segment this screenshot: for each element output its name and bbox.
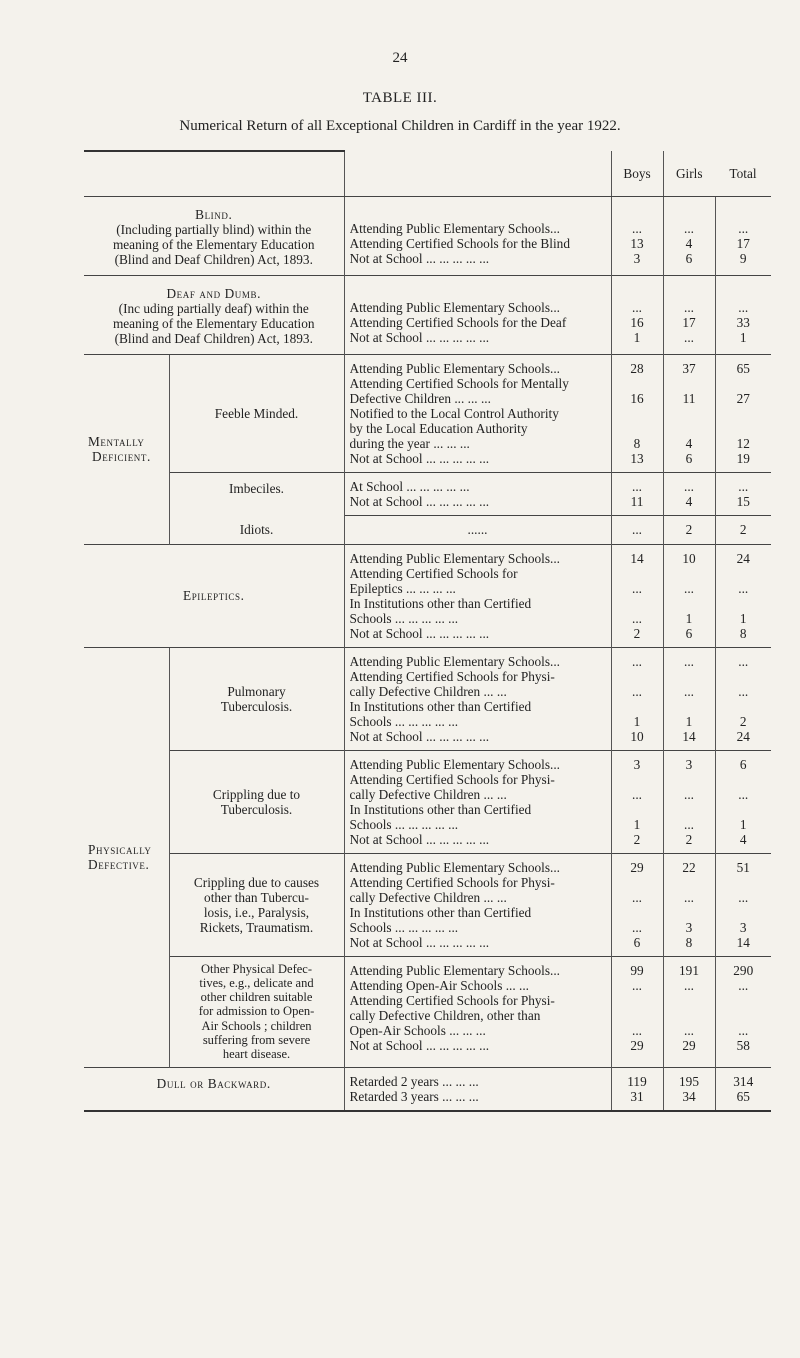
crippling-tb-line: cally Defective Children ... ...: [349, 786, 507, 802]
cell: 3: [685, 756, 693, 772]
other-physical-label: suffering from severe: [202, 1032, 311, 1047]
cell: 3: [685, 919, 693, 935]
cell: ...: [632, 919, 642, 935]
cell: 65: [736, 361, 750, 376]
other-physical-line: cally Defective Children, other than: [349, 1007, 541, 1023]
imbeciles-label: Imbeciles.: [169, 473, 344, 516]
crippling-other-row: [84, 853, 771, 956]
return-table: [84, 150, 771, 1112]
cell: 1: [633, 330, 641, 345]
cell: 1: [739, 330, 747, 345]
cell: 119: [627, 1073, 647, 1089]
epileptics-line: Schools ... ... ... ... ...: [349, 610, 459, 626]
pulmonary-line: cally Defective Children ... ...: [349, 683, 507, 699]
cell: ...: [684, 653, 694, 669]
cell: 58: [736, 1037, 750, 1053]
cell: ...: [632, 221, 642, 236]
cell: 1: [685, 713, 693, 729]
crippling-tb-line: Schools ... ... ... ... ...: [349, 816, 459, 832]
other-physical-line: Not at School ... ... ... ... ...: [349, 1037, 490, 1053]
epileptics-line: Attending Certified Schools for: [349, 565, 518, 581]
crippling-other-label: Rickets, Traumatism.: [199, 919, 314, 935]
cell: 11: [630, 494, 644, 509]
dull-line: Retarded 2 years ... ... ...: [349, 1073, 479, 1089]
cell: ...: [684, 977, 694, 993]
cell: 4: [685, 494, 693, 509]
idiots-label: Idiots.: [169, 516, 344, 545]
physically-category: Physically: [88, 842, 152, 858]
feeble-line: Notified to the Local Control Authority: [349, 406, 559, 421]
table-caption: Numerical Return of all Exceptional Children in Cardiff in the year 1922.: [179, 118, 621, 134]
cell: 24: [736, 728, 750, 744]
cell: 27: [736, 391, 750, 406]
pulmonary-label: Tuberculosis.: [220, 698, 293, 714]
idiots-row: [84, 516, 771, 545]
deaf-desc-line: (Blind and Deaf Children) Act, 1893.: [114, 331, 313, 346]
crippling-other-line: Not at School ... ... ... ... ...: [349, 934, 490, 950]
feeble-label: Feeble Minded.: [169, 355, 344, 473]
dull-line: Retarded 3 years ... ... ...: [349, 1088, 479, 1104]
cell: 8: [633, 436, 641, 451]
cell: ...: [738, 977, 749, 993]
cell: 6: [685, 451, 693, 466]
cell: ...: [684, 683, 694, 699]
cell: 8: [685, 934, 693, 950]
feeble-line: during the year ... ... ...: [349, 436, 470, 451]
imbeciles-row: [84, 473, 771, 516]
cell: 51: [736, 859, 750, 875]
blind-desc-line: meaning of the Elementary Education: [112, 237, 315, 252]
cell: 6: [685, 251, 693, 266]
cell: 24: [736, 550, 750, 566]
crippling-other-line: Schools ... ... ... ... ...: [349, 919, 459, 935]
cell: 28: [630, 361, 644, 376]
cell: ...: [632, 479, 642, 494]
cell: 8: [739, 625, 747, 641]
cell: ...: [738, 580, 749, 596]
deaf-category: Deaf and Dumb.: [166, 286, 262, 301]
cell: 4: [685, 436, 693, 451]
cell: 31: [630, 1088, 644, 1104]
other-physical-label: Other Physical Defec-: [200, 961, 313, 976]
physically-category: Defective.: [88, 857, 150, 873]
pulmonary-row: [84, 647, 771, 750]
epileptics-category: Epileptics.: [84, 544, 344, 647]
crippling-other-label: other than Tubercu-: [204, 889, 309, 905]
cell: 6: [739, 756, 747, 772]
crippling-tb-label: Tuberculosis.: [220, 801, 293, 817]
cell: 13: [630, 451, 644, 466]
pulmonary-label: Pulmonary: [227, 683, 286, 699]
cell: ...: [738, 786, 749, 802]
crippling-tb-row: [84, 750, 771, 853]
cell: 4: [685, 236, 693, 251]
pulmonary-line: In Institutions other than Certified: [349, 698, 532, 714]
cell: 6: [685, 625, 693, 641]
cell: ...: [684, 786, 694, 802]
cell: ...: [632, 580, 642, 596]
header-total: Total: [715, 151, 771, 197]
cell: 2: [663, 516, 715, 545]
deaf-line: Attending Public Elementary Schools...: [349, 300, 561, 315]
mentally-category: Mentally: [88, 434, 145, 450]
cell: 3: [739, 919, 747, 935]
cell: ...: [738, 300, 749, 315]
crippling-tb-label: Crippling due to: [212, 786, 301, 802]
blind-desc-line: (Including partially blind) within the: [116, 222, 312, 237]
cell: 16: [630, 391, 644, 406]
cell: ...: [684, 889, 694, 905]
cell: 14: [630, 550, 644, 566]
cell: 29: [682, 1037, 696, 1053]
cell: ...: [684, 300, 694, 315]
cell: ...: [738, 1022, 749, 1038]
table-title: TABLE III.: [362, 90, 438, 106]
epileptics-row: [84, 544, 771, 647]
cell: 290: [733, 962, 754, 978]
cell: 2: [685, 831, 693, 847]
cell: ...: [632, 300, 642, 315]
feeble-row: [84, 355, 771, 473]
crippling-other-label: Crippling due to causes: [193, 874, 320, 890]
page-number: 24: [392, 50, 408, 66]
cell: ...: [632, 889, 642, 905]
cell: 14: [736, 934, 750, 950]
cell: 15: [736, 494, 750, 509]
deaf-line: Not at School ... ... ... ... ...: [349, 330, 490, 345]
crippling-other-label: losis, i.e., Paralysis,: [203, 904, 310, 920]
cell: 1: [739, 610, 747, 626]
cell: 2: [633, 831, 641, 847]
cell: ...: [684, 1022, 694, 1038]
other-physical-label: for admission to Open-: [198, 1004, 315, 1019]
cell: 12: [736, 436, 750, 451]
other-physical-row: [84, 956, 771, 1067]
feeble-line: Defective Children ... ... ...: [349, 391, 491, 406]
epileptics-line: Epileptics ... ... ... ...: [349, 580, 456, 596]
feeble-line: Attending Public Elementary Schools...: [349, 361, 561, 376]
pulmonary-line: Not at School ... ... ... ... ...: [349, 728, 490, 744]
cell: 6: [633, 934, 641, 950]
deaf-desc-line: (Inc uding partially deaf) within the: [118, 301, 309, 316]
epileptics-line: In Institutions other than Certified: [349, 595, 532, 611]
cell: 1: [685, 610, 693, 626]
deaf-row: [84, 276, 771, 355]
cell: ...: [632, 786, 642, 802]
cell: 29: [630, 859, 644, 875]
blind-line: Not at School ... ... ... ... ...: [349, 251, 490, 266]
cell: 4: [739, 831, 747, 847]
crippling-tb-line: Attending Public Elementary Schools...: [349, 756, 561, 772]
crippling-tb-line: Not at School ... ... ... ... ...: [349, 831, 490, 847]
cell: 10: [630, 728, 644, 744]
cell: 13: [630, 236, 644, 251]
cell: 11: [682, 391, 696, 406]
cell: ...: [738, 889, 749, 905]
cell: ...: [684, 479, 694, 494]
cell: 17: [736, 236, 750, 251]
crippling-other-line: cally Defective Children ... ...: [349, 889, 507, 905]
deaf-desc-line: meaning of the Elementary Education: [112, 316, 315, 331]
cell: 19: [736, 451, 750, 466]
cell: ...: [738, 683, 749, 699]
cell: 29: [630, 1037, 644, 1053]
blind-category: Blind.: [195, 207, 233, 222]
blind-line: Attending Certified Schools for the Blind: [349, 236, 570, 251]
cell: 65: [736, 1088, 750, 1104]
other-physical-label: Air Schools ; children: [201, 1018, 312, 1033]
crippling-tb-line: Attending Certified Schools for Physi-: [349, 771, 555, 787]
cell: 37: [682, 361, 696, 376]
crippling-other-line: Attending Public Elementary Schools...: [349, 859, 561, 875]
cell: 14: [682, 728, 696, 744]
idiots-line: ......: [344, 516, 611, 545]
pulmonary-line: Attending Certified Schools for Physi-: [349, 668, 555, 684]
cell: ...: [632, 610, 642, 626]
crippling-other-line: In Institutions other than Certified: [349, 904, 532, 920]
pulmonary-line: Schools ... ... ... ... ...: [349, 713, 459, 729]
cell: 2: [739, 713, 747, 729]
epileptics-line: Attending Public Elementary Schools...: [349, 550, 561, 566]
other-physical-line: Open-Air Schools ... ... ...: [349, 1022, 486, 1038]
cell: ...: [611, 516, 663, 545]
other-physical-label: other children suitable: [200, 990, 313, 1005]
mentally-category: Deficient.: [92, 449, 151, 465]
cell: ...: [632, 977, 642, 993]
cell: 1: [633, 816, 641, 832]
cell: ...: [684, 330, 694, 345]
other-physical-line: Attending Open-Air Schools ... ...: [349, 977, 529, 993]
cell: ...: [632, 653, 642, 669]
other-physical-label: tives, e.g., delicate and: [199, 975, 314, 990]
cell: 9: [739, 251, 747, 266]
cell: ...: [632, 1022, 642, 1038]
cell: 191: [679, 962, 699, 978]
cell: 99: [630, 962, 644, 978]
dull-row: [84, 1067, 771, 1111]
cell: ...: [738, 479, 749, 494]
imbeciles-line: Not at School ... ... ... ... ...: [349, 494, 490, 509]
cell: ...: [684, 816, 694, 832]
crippling-other-line: Attending Certified Schools for Physi-: [349, 874, 555, 890]
cell: 195: [679, 1073, 699, 1089]
blind-row: [84, 197, 771, 276]
feeble-line: by the Local Education Authority: [349, 421, 528, 436]
crippling-tb-line: In Institutions other than Certified: [349, 801, 532, 817]
deaf-line: Attending Certified Schools for the Deaf: [349, 315, 567, 330]
header-boys: Boys: [611, 151, 663, 197]
cell: ...: [738, 653, 749, 669]
pulmonary-line: Attending Public Elementary Schools...: [349, 653, 561, 669]
cell: 16: [630, 315, 644, 330]
cell: 10: [682, 550, 696, 566]
cell: 34: [682, 1088, 696, 1104]
cell: 3: [633, 756, 641, 772]
cell: 3: [633, 251, 641, 266]
imbeciles-line: At School ... ... ... ... ...: [349, 479, 470, 494]
other-physical-line: Attending Certified Schools for Physi-: [349, 992, 555, 1008]
cell: ...: [738, 221, 749, 236]
cell: 1: [739, 816, 747, 832]
other-physical-label: heart disease.: [222, 1047, 291, 1062]
cell: 33: [736, 315, 750, 330]
epileptics-line: Not at School ... ... ... ... ...: [349, 625, 490, 641]
cell: 314: [733, 1073, 754, 1089]
blind-line: Attending Public Elementary Schools...: [349, 221, 561, 236]
dull-category: Dull or Backward.: [84, 1067, 344, 1111]
cell: ...: [684, 580, 694, 596]
feeble-line: Attending Certified Schools for Mentally: [349, 376, 569, 391]
cell: 2: [715, 516, 771, 545]
cell: 2: [633, 625, 641, 641]
cell: 22: [682, 859, 696, 875]
cell: 1: [633, 713, 641, 729]
cell: ...: [632, 683, 642, 699]
cell: 17: [682, 315, 696, 330]
feeble-line: Not at School ... ... ... ... ...: [349, 451, 490, 466]
cell: ...: [684, 221, 694, 236]
blind-desc-line: (Blind and Deaf Children) Act, 1893.: [114, 252, 313, 267]
header-girls: Girls: [663, 151, 715, 197]
other-physical-line: Attending Public Elementary Schools...: [349, 962, 561, 978]
